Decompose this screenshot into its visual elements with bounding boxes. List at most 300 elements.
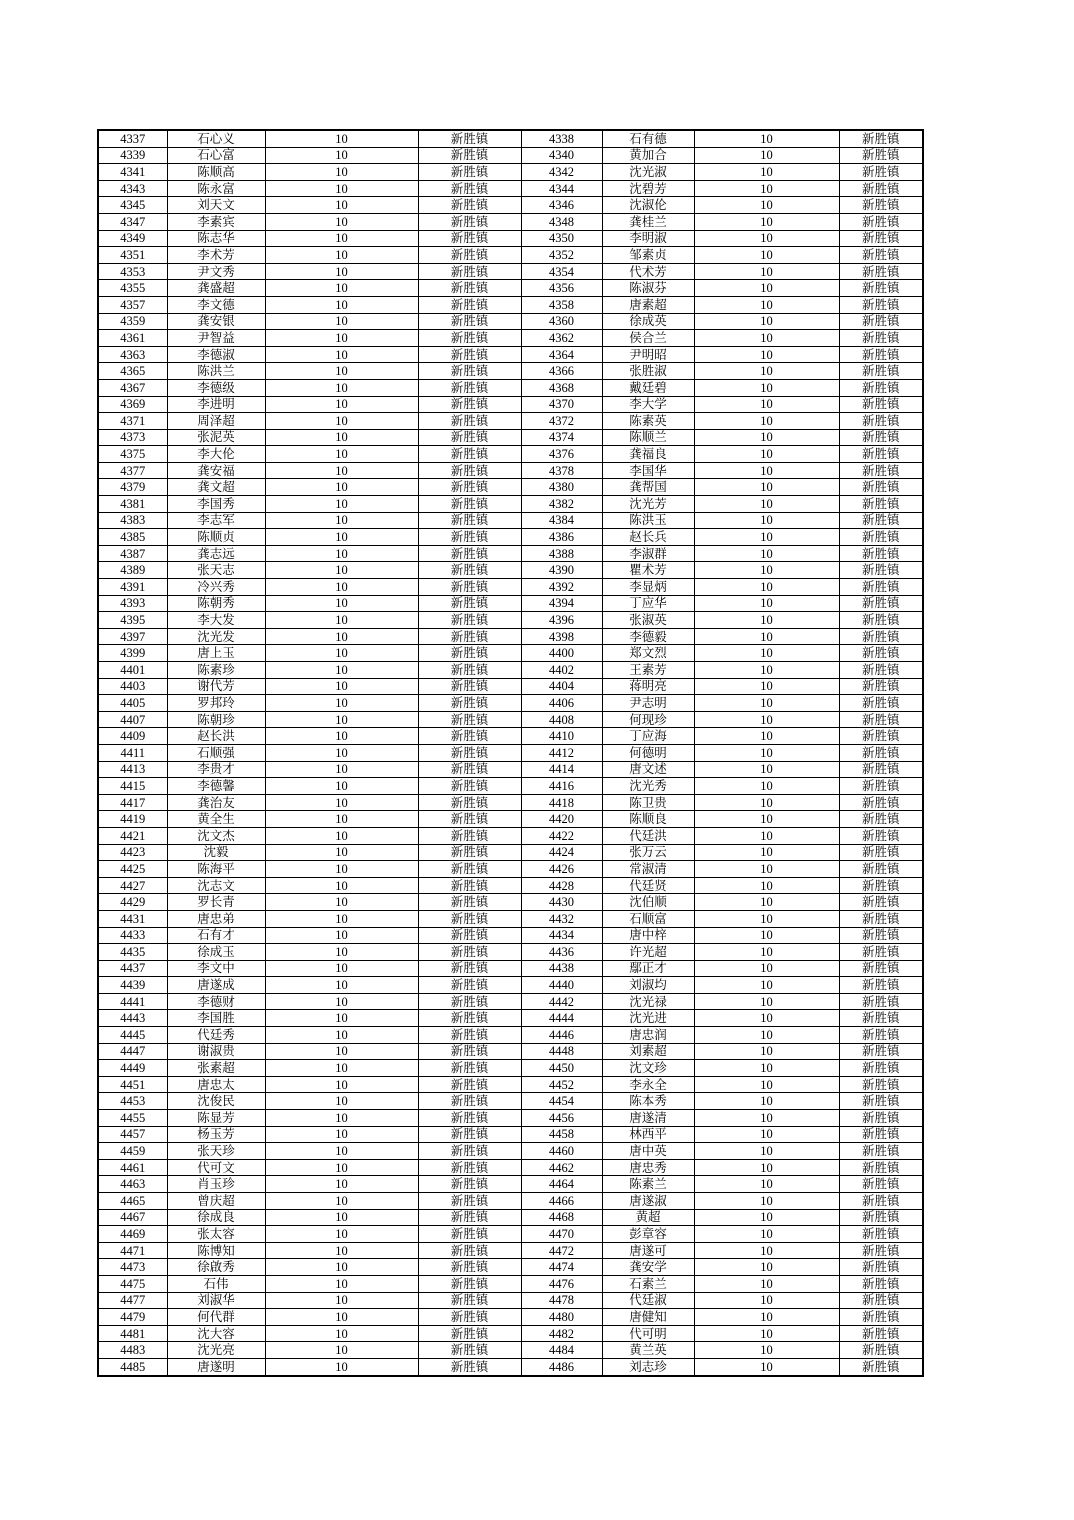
person-name-cell: 鄢正才 (602, 960, 694, 977)
record-number-cell: 4417 (98, 794, 167, 811)
amount-cell: 10 (694, 827, 839, 844)
record-number-cell: 4353 (98, 263, 167, 280)
amount-cell: 10 (265, 628, 418, 645)
amount-cell: 10 (265, 1076, 418, 1093)
amount-cell: 10 (694, 944, 839, 961)
person-name-cell: 唐素超 (602, 296, 694, 313)
amount-cell: 10 (694, 296, 839, 313)
town-cell: 新胜镇 (418, 1292, 521, 1309)
table-row (98, 396, 923, 413)
amount-cell: 10 (694, 1159, 839, 1176)
amount-cell: 10 (265, 1143, 418, 1160)
person-name-cell: 常淑清 (602, 861, 694, 878)
amount-cell: 10 (694, 213, 839, 230)
record-number-cell: 4383 (98, 512, 167, 529)
record-number-cell: 4469 (98, 1226, 167, 1243)
amount-cell: 10 (694, 1143, 839, 1160)
town-cell: 新胜镇 (839, 894, 923, 911)
amount-cell: 10 (694, 1193, 839, 1210)
amount-cell: 10 (694, 280, 839, 297)
amount-cell: 10 (265, 1060, 418, 1077)
amount-cell: 10 (265, 778, 418, 795)
person-name-cell: 石素兰 (602, 1275, 694, 1292)
table-row (98, 1159, 923, 1176)
person-name-cell: 刘淑均 (602, 977, 694, 994)
town-cell: 新胜镇 (418, 363, 521, 380)
amount-cell: 10 (265, 429, 418, 446)
town-cell: 新胜镇 (839, 363, 923, 380)
person-name-cell: 冷兴秀 (167, 579, 265, 596)
person-name-cell: 李文中 (167, 960, 265, 977)
person-name-cell: 徐成良 (167, 1209, 265, 1226)
person-name-cell: 龚治友 (167, 794, 265, 811)
town-cell: 新胜镇 (418, 861, 521, 878)
record-number-cell: 4339 (98, 147, 167, 164)
person-name-cell: 李贵才 (167, 761, 265, 778)
person-name-cell: 沈文杰 (167, 827, 265, 844)
amount-cell: 10 (694, 861, 839, 878)
town-cell: 新胜镇 (418, 230, 521, 247)
table-row (98, 197, 923, 214)
record-number-cell: 4452 (521, 1076, 602, 1093)
town-cell: 新胜镇 (418, 429, 521, 446)
town-cell: 新胜镇 (418, 247, 521, 264)
town-cell: 新胜镇 (418, 711, 521, 728)
amount-cell: 10 (694, 545, 839, 562)
person-name-cell: 李淑群 (602, 545, 694, 562)
person-name-cell: 石心义 (167, 130, 265, 147)
person-name-cell: 陈志华 (167, 230, 265, 247)
record-number-cell: 4399 (98, 645, 167, 662)
record-number-cell: 4438 (521, 960, 602, 977)
amount-cell: 10 (265, 230, 418, 247)
record-number-cell: 4356 (521, 280, 602, 297)
town-cell: 新胜镇 (418, 562, 521, 579)
record-number-cell: 4405 (98, 695, 167, 712)
person-name-cell: 唐忠太 (167, 1076, 265, 1093)
person-name-cell: 刘志珍 (602, 1358, 694, 1375)
town-cell: 新胜镇 (839, 1027, 923, 1044)
amount-cell: 10 (265, 396, 418, 413)
record-number-cell: 4460 (521, 1143, 602, 1160)
town-cell: 新胜镇 (839, 247, 923, 264)
person-name-cell: 赵长兵 (602, 529, 694, 546)
person-name-cell: 侯合兰 (602, 330, 694, 347)
person-name-cell: 许光超 (602, 944, 694, 961)
town-cell: 新胜镇 (839, 197, 923, 214)
person-name-cell: 唐中梓 (602, 927, 694, 944)
record-number-cell: 4433 (98, 927, 167, 944)
town-cell: 新胜镇 (418, 1309, 521, 1326)
person-name-cell: 林西平 (602, 1126, 694, 1143)
amount-cell: 10 (265, 844, 418, 861)
table-row (98, 363, 923, 380)
town-cell: 新胜镇 (839, 645, 923, 662)
table-row (98, 993, 923, 1010)
amount-cell: 10 (265, 247, 418, 264)
person-name-cell: 石顺强 (167, 744, 265, 761)
record-number-cell: 4412 (521, 744, 602, 761)
record-number-cell: 4393 (98, 595, 167, 612)
person-name-cell: 罗长青 (167, 894, 265, 911)
table-row (98, 645, 923, 662)
person-name-cell: 唐忠润 (602, 1027, 694, 1044)
amount-cell: 10 (265, 894, 418, 911)
record-number-cell: 4434 (521, 927, 602, 944)
person-name-cell: 沈毅 (167, 844, 265, 861)
town-cell: 新胜镇 (418, 462, 521, 479)
town-cell: 新胜镇 (418, 1043, 521, 1060)
record-number-cell: 4445 (98, 1027, 167, 1044)
person-name-cell: 李德级 (167, 379, 265, 396)
amount-cell: 10 (265, 296, 418, 313)
town-cell: 新胜镇 (839, 263, 923, 280)
person-name-cell: 杨玉芳 (167, 1126, 265, 1143)
town-cell: 新胜镇 (839, 1358, 923, 1375)
person-name-cell: 唐遂可 (602, 1242, 694, 1259)
amount-cell: 10 (694, 579, 839, 596)
amount-cell: 10 (265, 761, 418, 778)
amount-cell: 10 (265, 529, 418, 546)
record-number-cell: 4337 (98, 130, 167, 147)
table-row (98, 479, 923, 496)
table-row (98, 130, 923, 147)
record-number-cell: 4449 (98, 1060, 167, 1077)
record-number-cell: 4359 (98, 313, 167, 330)
table-row (98, 346, 923, 363)
town-cell: 新胜镇 (839, 545, 923, 562)
town-cell: 新胜镇 (839, 744, 923, 761)
person-name-cell: 陈顺高 (167, 164, 265, 181)
record-number-cell: 4394 (521, 595, 602, 612)
record-number-cell: 4355 (98, 280, 167, 297)
town-cell: 新胜镇 (418, 197, 521, 214)
amount-cell: 10 (694, 1259, 839, 1276)
table-row (98, 1176, 923, 1193)
town-cell: 新胜镇 (418, 330, 521, 347)
person-name-cell: 李术芳 (167, 247, 265, 264)
record-number-cell: 4456 (521, 1110, 602, 1127)
amount-cell: 10 (265, 1358, 418, 1375)
town-cell: 新胜镇 (839, 330, 923, 347)
person-name-cell: 沈光芳 (602, 496, 694, 513)
person-name-cell: 刘淑华 (167, 1292, 265, 1309)
record-number-cell: 4474 (521, 1259, 602, 1276)
person-name-cell: 陈顺贞 (167, 529, 265, 546)
table-row (98, 695, 923, 712)
amount-cell: 10 (265, 413, 418, 430)
person-name-cell: 李明淑 (602, 230, 694, 247)
table-row (98, 595, 923, 612)
record-number-cell: 4358 (521, 296, 602, 313)
record-number-cell: 4471 (98, 1242, 167, 1259)
person-name-cell: 沈大容 (167, 1325, 265, 1342)
amount-cell: 10 (694, 811, 839, 828)
town-cell: 新胜镇 (839, 1176, 923, 1193)
town-cell: 新胜镇 (839, 296, 923, 313)
record-number-cell: 4366 (521, 363, 602, 380)
table-row (98, 313, 923, 330)
amount-cell: 10 (694, 130, 839, 147)
table-row (98, 977, 923, 994)
record-number-cell: 4437 (98, 960, 167, 977)
person-name-cell: 尹明昭 (602, 346, 694, 363)
record-number-cell: 4374 (521, 429, 602, 446)
person-name-cell: 李进明 (167, 396, 265, 413)
person-name-cell: 龚文超 (167, 479, 265, 496)
person-name-cell: 陈博知 (167, 1242, 265, 1259)
amount-cell: 10 (265, 695, 418, 712)
town-cell: 新胜镇 (418, 396, 521, 413)
person-name-cell: 张万云 (602, 844, 694, 861)
person-name-cell: 李永全 (602, 1076, 694, 1093)
town-cell: 新胜镇 (839, 529, 923, 546)
table-row (98, 164, 923, 181)
town-cell: 新胜镇 (839, 977, 923, 994)
town-cell: 新胜镇 (418, 645, 521, 662)
table-row (98, 1292, 923, 1309)
amount-cell: 10 (265, 1110, 418, 1127)
amount-cell: 10 (265, 130, 418, 147)
record-number-cell: 4410 (521, 728, 602, 745)
person-name-cell: 徐成玉 (167, 944, 265, 961)
amount-cell: 10 (694, 330, 839, 347)
record-number-cell: 4375 (98, 446, 167, 463)
amount-cell: 10 (694, 363, 839, 380)
record-number-cell: 4346 (521, 197, 602, 214)
town-cell: 新胜镇 (418, 944, 521, 961)
person-name-cell: 龚安学 (602, 1259, 694, 1276)
record-number-cell: 4416 (521, 778, 602, 795)
amount-cell: 10 (265, 711, 418, 728)
town-cell: 新胜镇 (418, 545, 521, 562)
town-cell: 新胜镇 (839, 1043, 923, 1060)
record-number-cell: 4476 (521, 1275, 602, 1292)
amount-cell: 10 (265, 1010, 418, 1027)
person-name-cell: 何德明 (602, 744, 694, 761)
town-cell: 新胜镇 (418, 894, 521, 911)
town-cell: 新胜镇 (418, 1126, 521, 1143)
person-name-cell: 邹素贞 (602, 247, 694, 264)
amount-cell: 10 (694, 993, 839, 1010)
record-number-cell: 4459 (98, 1143, 167, 1160)
amount-cell: 10 (265, 479, 418, 496)
amount-cell: 10 (694, 346, 839, 363)
town-cell: 新胜镇 (418, 1226, 521, 1243)
town-cell: 新胜镇 (418, 794, 521, 811)
person-name-cell: 陈本秀 (602, 1093, 694, 1110)
town-cell: 新胜镇 (418, 147, 521, 164)
amount-cell: 10 (694, 794, 839, 811)
amount-cell: 10 (694, 728, 839, 745)
amount-cell: 10 (694, 1027, 839, 1044)
person-name-cell: 张天志 (167, 562, 265, 579)
town-cell: 新胜镇 (839, 1143, 923, 1160)
record-number-cell: 4401 (98, 662, 167, 679)
record-number-cell: 4363 (98, 346, 167, 363)
person-name-cell: 黄全生 (167, 811, 265, 828)
town-cell: 新胜镇 (839, 861, 923, 878)
amount-cell: 10 (694, 1043, 839, 1060)
record-number-cell: 4390 (521, 562, 602, 579)
table-row (98, 910, 923, 927)
person-name-cell: 戴廷碧 (602, 379, 694, 396)
amount-cell: 10 (694, 263, 839, 280)
record-number-cell: 4472 (521, 1242, 602, 1259)
record-number-cell: 4338 (521, 130, 602, 147)
town-cell: 新胜镇 (839, 910, 923, 927)
town-cell: 新胜镇 (418, 529, 521, 546)
record-number-cell: 4462 (521, 1159, 602, 1176)
record-number-cell: 4370 (521, 396, 602, 413)
table-row (98, 1076, 923, 1093)
table-row (98, 562, 923, 579)
record-number-cell: 4350 (521, 230, 602, 247)
town-cell: 新胜镇 (839, 1076, 923, 1093)
amount-cell: 10 (265, 213, 418, 230)
person-name-cell: 周泽超 (167, 413, 265, 430)
table-row (98, 1027, 923, 1044)
record-number-cell: 4395 (98, 612, 167, 629)
record-number-cell: 4430 (521, 894, 602, 911)
town-cell: 新胜镇 (418, 1027, 521, 1044)
record-number-cell: 4485 (98, 1358, 167, 1375)
record-number-cell: 4446 (521, 1027, 602, 1044)
record-number-cell: 4421 (98, 827, 167, 844)
record-number-cell: 4382 (521, 496, 602, 513)
town-cell: 新胜镇 (839, 313, 923, 330)
person-name-cell: 陈显芳 (167, 1110, 265, 1127)
town-cell: 新胜镇 (839, 562, 923, 579)
town-cell: 新胜镇 (839, 811, 923, 828)
amount-cell: 10 (265, 861, 418, 878)
record-number-cell: 4368 (521, 379, 602, 396)
record-number-cell: 4402 (521, 662, 602, 679)
town-cell: 新胜镇 (418, 728, 521, 745)
record-number-cell: 4408 (521, 711, 602, 728)
amount-cell: 10 (694, 761, 839, 778)
amount-cell: 10 (265, 1275, 418, 1292)
town-cell: 新胜镇 (418, 1010, 521, 1027)
amount-cell: 10 (265, 960, 418, 977)
amount-cell: 10 (694, 744, 839, 761)
amount-cell: 10 (694, 562, 839, 579)
record-number-cell: 4388 (521, 545, 602, 562)
town-cell: 新胜镇 (418, 612, 521, 629)
person-name-cell: 石心富 (167, 147, 265, 164)
amount-cell: 10 (694, 977, 839, 994)
person-name-cell: 张太容 (167, 1226, 265, 1243)
table-row (98, 794, 923, 811)
amount-cell: 10 (694, 197, 839, 214)
town-cell: 新胜镇 (839, 147, 923, 164)
town-cell: 新胜镇 (418, 1209, 521, 1226)
town-cell: 新胜镇 (418, 1076, 521, 1093)
town-cell: 新胜镇 (418, 213, 521, 230)
record-number-cell: 4465 (98, 1193, 167, 1210)
person-name-cell: 谢淑贵 (167, 1043, 265, 1060)
table-row (98, 877, 923, 894)
town-cell: 新胜镇 (418, 595, 521, 612)
town-cell: 新胜镇 (418, 877, 521, 894)
table-row (98, 1010, 923, 1027)
person-name-cell: 沈伯顺 (602, 894, 694, 911)
record-number-cell: 4406 (521, 695, 602, 712)
record-number-cell: 4367 (98, 379, 167, 396)
amount-cell: 10 (694, 1358, 839, 1375)
person-name-cell: 黄超 (602, 1209, 694, 1226)
town-cell: 新胜镇 (839, 429, 923, 446)
record-number-cell: 4415 (98, 778, 167, 795)
table-row (98, 1325, 923, 1342)
person-name-cell: 沈光亮 (167, 1342, 265, 1359)
person-name-cell: 张天珍 (167, 1143, 265, 1160)
town-cell: 新胜镇 (839, 1226, 923, 1243)
person-name-cell: 李国华 (602, 462, 694, 479)
record-number-cell: 4345 (98, 197, 167, 214)
record-number-cell: 4369 (98, 396, 167, 413)
table-row (98, 728, 923, 745)
record-number-cell: 4478 (521, 1292, 602, 1309)
record-number-cell: 4420 (521, 811, 602, 828)
table-row (98, 230, 923, 247)
person-name-cell: 龚安福 (167, 462, 265, 479)
amount-cell: 10 (265, 346, 418, 363)
person-name-cell: 陈卫贵 (602, 794, 694, 811)
town-cell: 新胜镇 (839, 1193, 923, 1210)
amount-cell: 10 (265, 1325, 418, 1342)
town-cell: 新胜镇 (418, 977, 521, 994)
person-name-cell: 丁应海 (602, 728, 694, 745)
table-row (98, 662, 923, 679)
amount-cell: 10 (265, 1292, 418, 1309)
town-cell: 新胜镇 (418, 811, 521, 828)
town-cell: 新胜镇 (839, 479, 923, 496)
table-row (98, 496, 923, 513)
table-row (98, 894, 923, 911)
person-name-cell: 唐遂淑 (602, 1193, 694, 1210)
record-number-cell: 4470 (521, 1226, 602, 1243)
record-number-cell: 4486 (521, 1358, 602, 1375)
record-number-cell: 4373 (98, 429, 167, 446)
record-number-cell: 4427 (98, 877, 167, 894)
town-cell: 新胜镇 (418, 695, 521, 712)
person-name-cell: 沈淑伦 (602, 197, 694, 214)
person-name-cell: 沈文珍 (602, 1060, 694, 1077)
record-number-cell: 4457 (98, 1126, 167, 1143)
town-cell: 新胜镇 (839, 728, 923, 745)
person-name-cell: 张淑英 (602, 612, 694, 629)
record-number-cell: 4443 (98, 1010, 167, 1027)
person-name-cell: 肖玉珍 (167, 1176, 265, 1193)
amount-cell: 10 (265, 1309, 418, 1326)
record-number-cell: 4365 (98, 363, 167, 380)
record-number-cell: 4458 (521, 1126, 602, 1143)
person-name-cell: 代廷淑 (602, 1292, 694, 1309)
amount-cell: 10 (694, 960, 839, 977)
record-number-cell: 4419 (98, 811, 167, 828)
town-cell: 新胜镇 (418, 1093, 521, 1110)
person-name-cell: 黄兰英 (602, 1342, 694, 1359)
record-number-cell: 4425 (98, 861, 167, 878)
amount-cell: 10 (694, 396, 839, 413)
record-number-cell: 4387 (98, 545, 167, 562)
person-name-cell: 石有才 (167, 927, 265, 944)
amount-cell: 10 (694, 1242, 839, 1259)
amount-cell: 10 (694, 695, 839, 712)
amount-cell: 10 (265, 263, 418, 280)
record-number-cell: 4448 (521, 1043, 602, 1060)
